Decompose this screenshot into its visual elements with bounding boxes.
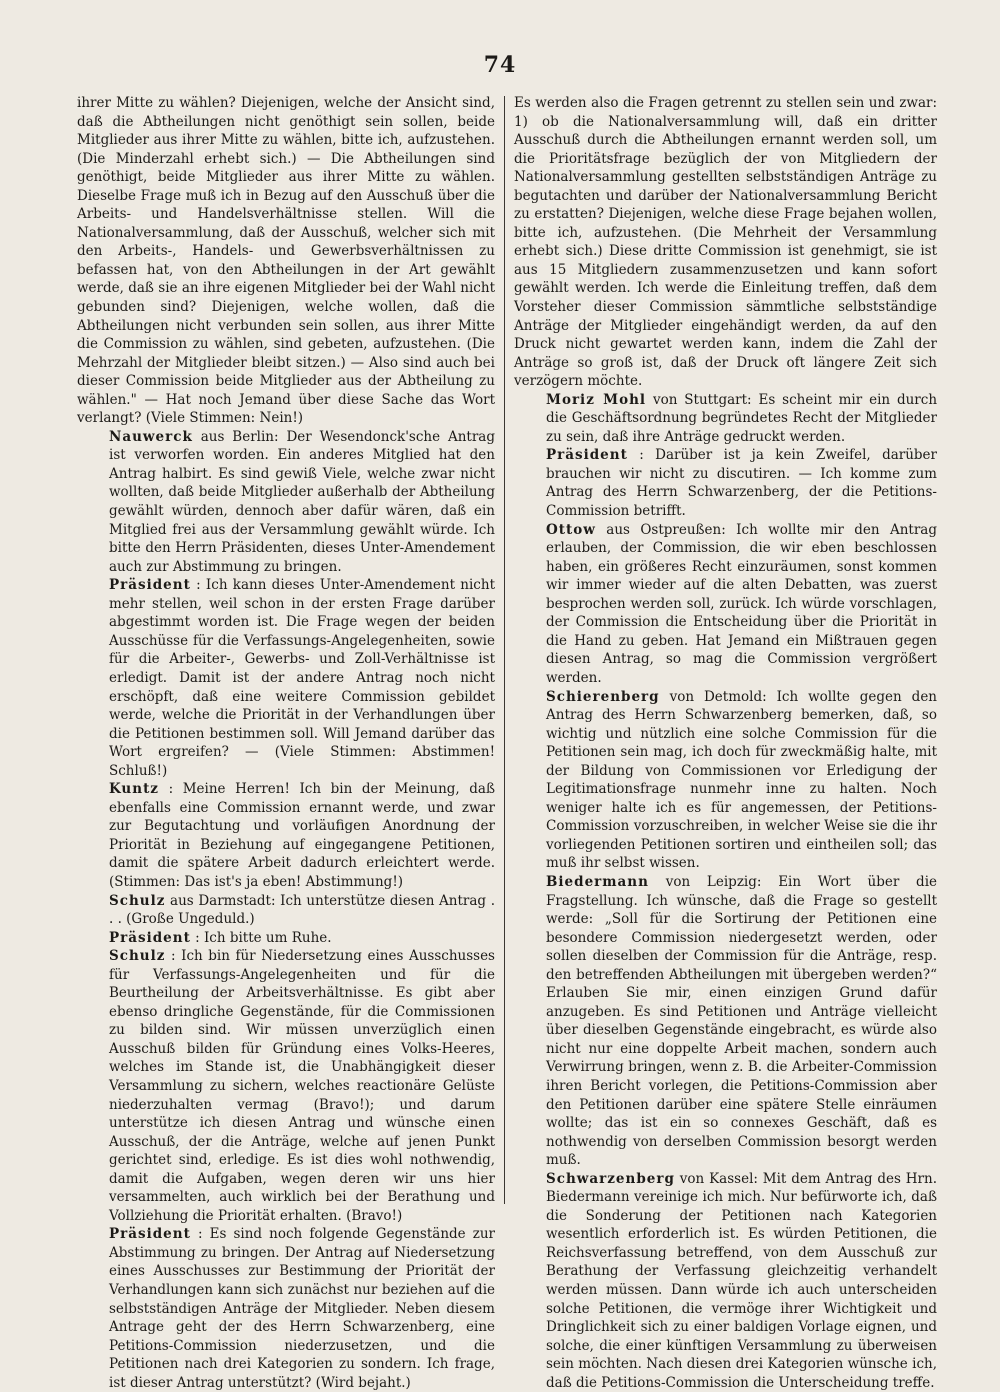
- speech-paragraph: [514, 521, 937, 688]
- text-paragraph: [514, 94, 937, 391]
- speaker-name: Ottow: [546, 521, 596, 538]
- paragraph-text: von Kassel: Mit dem Antrag des Hrn. Biedermann vereinige ich mich. Nur befürworte ich, daß die Sonderung der Petitionen nach Kategorien wesentlich erforderlich ist. Es würden Petitionen, die Reichsverfassung betreffend, von dem Ausschuß zur Berathung der Verfassung gleichzeitig verhandelt werden müssen. Dann würde ich auch unterscheiden solche Petitionen, die vermöge ihrer Wichtigkeit und Dringlichkeit sich zu einer baldigen Vorlage eignen, und solche, die einer künftigen Versammlung zu überweisen sein möchten. Nach diesen drei Kategorien wünsche ich, daß die Petitions-Commission die Unterscheidung treffe.: [546, 1170, 937, 1391]
- speech-paragraph: [77, 780, 495, 891]
- speaker-name: Präsident: [109, 577, 191, 594]
- speaker-name: Nauwerck: [109, 428, 193, 445]
- speech-paragraph: [514, 873, 937, 1170]
- speech-paragraph: [514, 1170, 937, 1392]
- paragraph-text: von Detmold: Ich wollte gegen den Antrag des Herrn Schwarzenberg bemerken, daß, so wichtig und nützlich eine solche Commission für die Petitionen sein mag, ich doch für zweckmäßig halte, mit der Bildung von Commissionen vor Erledigung der Legitimationsfrage nunmehr inne zu halten. Noch weniger halte ich es für angemessen, der Petitions-Commission vorzuschreiben, in welcher Weise sie die ihr vorliegenden Petitionen sortiren und eintheilen soll; das muß ihr selbst wissen.: [546, 688, 938, 872]
- speech-paragraph: [77, 892, 495, 929]
- paragraph-text: : Es sind noch folgende Gegenstände zur Abstimmung zu bringen. Der Antrag auf Niedersetzung eines Ausschusses zur Bestimmung der Priorität der Verhandlungen kann sich zunächst nur beziehen auf die selbstständigen Anträge der Mitglieder. Neben diesem Antrage geht der des Herrn Schwarzenberg, eine Petitions-Commission niederzusetzen, und die Petitionen nach drei Kategorien zu sondern. Ich frage, ist dieser Antrag unterstützt? (Wird bejaht.): [109, 1226, 495, 1391]
- paragraph-text: ihrer Mitte zu wählen? Diejenigen, welche der Ansicht sind, daß die Abtheilungen nicht genöthigt sein sollen, beide Mitglieder aus ihrer Mitte zu wählen, bitte ich, aufzustehen. (Die Minderzahl erhebt sich.) — Die Abtheilungen sind genöthigt, beide Mitglieder aus ihrer Mitte zu wählen. Dieselbe Frage muß ich in Bezug auf den Ausschuß über die Arbeits- und Handelsverhältnisse stellen. Will die Nationalversammlung, daß der Ausschuß, welcher sich mit den Arbeits-, Handels- und Gewerbsverhältnissen zu befassen hat, von den Abtheilungen in der Art gewählt werde, daß sie an ihre eigenen Mitglieder bei der Wahl nicht gebunden sind? Diejenigen, welche wollen, daß die Abtheilungen nicht verbunden sein sollen, aus ihrer Mitte die Commission zu wählen, sind gebeten, aufzustehen. (Die Mehrzahl der Mitglieder bleibt sitzen.) — Also sind auch bei dieser Commission beide Mitglieder aus der Abtheilung zu wählen." — Hat noch Jemand über diese Sache das Wort verlangt? (Viele Stimmen: Nein!): [77, 95, 495, 427]
- paragraph-text: : Meine Herren! Ich bin der Meinung, daß ebenfalls eine Commission ernannt werde, und zwar zur Begutachtung und vorläufigen Anordnung der Priorität in Beziehung auf eingegangene Petitionen, damit die spätere Arbeit dadurch erleichtert werde. (Stimmen: Das ist's ja eben! Abstimmung!): [109, 781, 495, 890]
- speech-paragraph: [514, 688, 937, 873]
- speaker-name: Schulz: [109, 948, 166, 965]
- speech-paragraph: [77, 576, 495, 780]
- paragraph-text: Es werden also die Fragen getrennt zu stellen sein und zwar: 1) ob die Nationalversammlung will, daß ein dritter Ausschuß durch die Abtheilungen ernannt werden soll, um die Prioritätsfrage bezüglich der von Mitgliedern der Nationalversammlung gestellten selbstständigen Anträge zu begutachten und darüber der Nationalversammlung Bericht zu erstatten? Diejenigen, welche diese Frage bejahen wollen, bitte ich, aufzustehen. (Die Mehrheit der Versammlung erhebt sich.) Diese dritte Commission ist genehmigt, sie ist aus 15 Mitgliedern zusammenzusetzen und kann sofort gewählt werden. Ich werde die Einleitung treffen, daß dem Vorsteher dieser Commission sämmtliche selbstständige Anträge der Mitglieder eingehändigt werden, da auf den Druck nicht gewartet werden kann, indem die Zahl der Anträge so groß ist, daß der Druck oft längere Zeit sich verzögern möchte.: [514, 95, 937, 390]
- speech-paragraph: [77, 428, 495, 576]
- speech-paragraph: [77, 947, 495, 1225]
- speaker-name: Moriz Mohl: [546, 391, 647, 408]
- paragraph-text: aus Ostpreußen: Ich wollte mir den Antrag erlauben, der Commission, die wir eben beschlossen haben, ein größeres Recht einzuräumen, sonst kommen wir immer wieder auf die alten Debatten, was zuerst besprochen werden soll, zurück. Ich würde vorschlagen, der Commission die Entscheidung über die Priorität in die Hand zu geben. Hat Jemand ein Mißtrauen gegen diesen Antrag, so mag die Commission vergrößert werden.: [546, 521, 937, 686]
- speaker-name: Kuntz: [109, 781, 159, 798]
- paragraph-text: von Leipzig: Ein Wort über die Fragstellung. Ich wünsche, daß die Frage so gestellt werde: „Soll für die Sortirung der Petitionen eine besondere Commission niedergesetzt werden, oder sollen dieselben der Commission für die Anträge, resp. den betreffenden Abtheilungen mit übergeben werden?“ Erlauben Sie mir, einen einzigen Grund dafür anzugeben. Es sind Petitionen und Anträge vielleicht über dieselben Gegenstände eingebracht, es würde also nicht nur eine doppelte Arbeit machen, sondern auch Verwirrung bringen, wenn z. B. die Arbeiter-Commission ihren Bericht vorlegen, die Petitions-Commission aber den Petitionen darüber eine spätere Stelle einräumen wollte; das ist ein so connexes Geschäft, daß es nothwendig von derselben Commission besorgt werden muß.: [546, 873, 938, 1169]
- speech-paragraph: [514, 446, 937, 520]
- speech-paragraph: [514, 391, 937, 447]
- left-column: [77, 94, 495, 1391]
- page-number: 74: [483, 52, 517, 78]
- speaker-name: Biedermann: [546, 873, 649, 890]
- speaker-name: Schwarzenberg: [546, 1170, 675, 1187]
- speaker-name: Schierenberg: [546, 688, 660, 705]
- paragraph-text: : Darüber ist ja kein Zweifel, darüber brauchen wir nicht zu discutiren. — Ich komme zum Antrag des Herrn Schwarzenberg, der die Petitions-Commission betrifft.: [546, 447, 938, 520]
- paragraph-text: von Stuttgart: Es scheint mir ein durch die Geschäftsordnung begründetes Recht der Mitglieder zu sein, daß ihre Anträge gedruckt werden.: [546, 391, 938, 445]
- speaker-name: Präsident: [109, 929, 191, 946]
- paragraph-text: : Ich kann dieses Unter-Amendement nicht mehr stellen, weil schon in der ersten Frage darüber abgestimmt worden ist. Die Frage wegen der beiden Ausschüsse für die Verfassungs-Angelegenheiten, sowie für die Arbeiter-, Gewerbs- und Zoll-Verhältnisse ist erledigt. Damit ist der andere Antrag noch nicht erschöpft, daß eine weitere Commission gebildet werde, welche die Priorität in der Verhandlungen über die Petitionen bestimmen soll. Will Jemand darüber das Wort ergreifen? — (Viele Stimmen: Abstimmen! Schluß!): [109, 577, 495, 779]
- paragraph-text: : Ich bin für Niedersetzung eines Ausschusses für Verfassungs-Angelegenheiten und für die Beurtheilung der Arbeitsverhältnisse. Es gibt aber ebenso dringliche Gegenstände, für die Commissionen zu bilden sind. Wir müssen unverzüglich einen Ausschuß bilden für Gründung eines Volks-Heeres, welches im Stande ist, die Unabhängigkeit dieser Versammlung zu sichern, welches reactionäre Gelüste niederzuhalten vermag (Bravo!); und darum unterstütze ich diesen Antrag und wünsche einen Ausschuß, der die Anträge, welche auf jenen Punkt gerichtet sind, erledige. Es ist dies wohl nothwendig, damit die Aufgaben, wegen deren wir uns hier versammelten, auch wirklich bei der Berathung und Vollziehung die Priorität erhalten. (Bravo!): [109, 948, 495, 1224]
- paragraph-text: aus Berlin: Der Wesendonck'sche Antrag ist verworfen worden. Ein anderes Mitglied hat den Antrag halbirt. Es sind gewiß Viele, welche zwar nicht wollten, daß beide Mitglieder außerhalb der Abtheilung gewählt würden, dennoch aber dafür wären, daß ein Mitglied frei aus der Versammlung gewählt würde. Ich bitte den Herrn Präsidenten, dieses Unter-Amendement auch zur Abstimmung zu bringen.: [109, 428, 495, 575]
- column-divider: [504, 96, 505, 1204]
- paragraph-text: : Ich bitte um Ruhe.: [195, 929, 332, 946]
- right-column: [514, 94, 938, 1391]
- speech-paragraph: [77, 1225, 495, 1392]
- speaker-name: Präsident: [546, 447, 628, 464]
- text-paragraph: [77, 94, 495, 428]
- speaker-name: Präsident: [109, 1226, 191, 1243]
- paragraph-text: aus Darmstadt: Ich unterstütze diesen Antrag . . . (Große Ungeduld.): [109, 892, 495, 928]
- speaker-name: Schulz: [109, 892, 166, 909]
- speech-paragraph: [77, 929, 495, 948]
